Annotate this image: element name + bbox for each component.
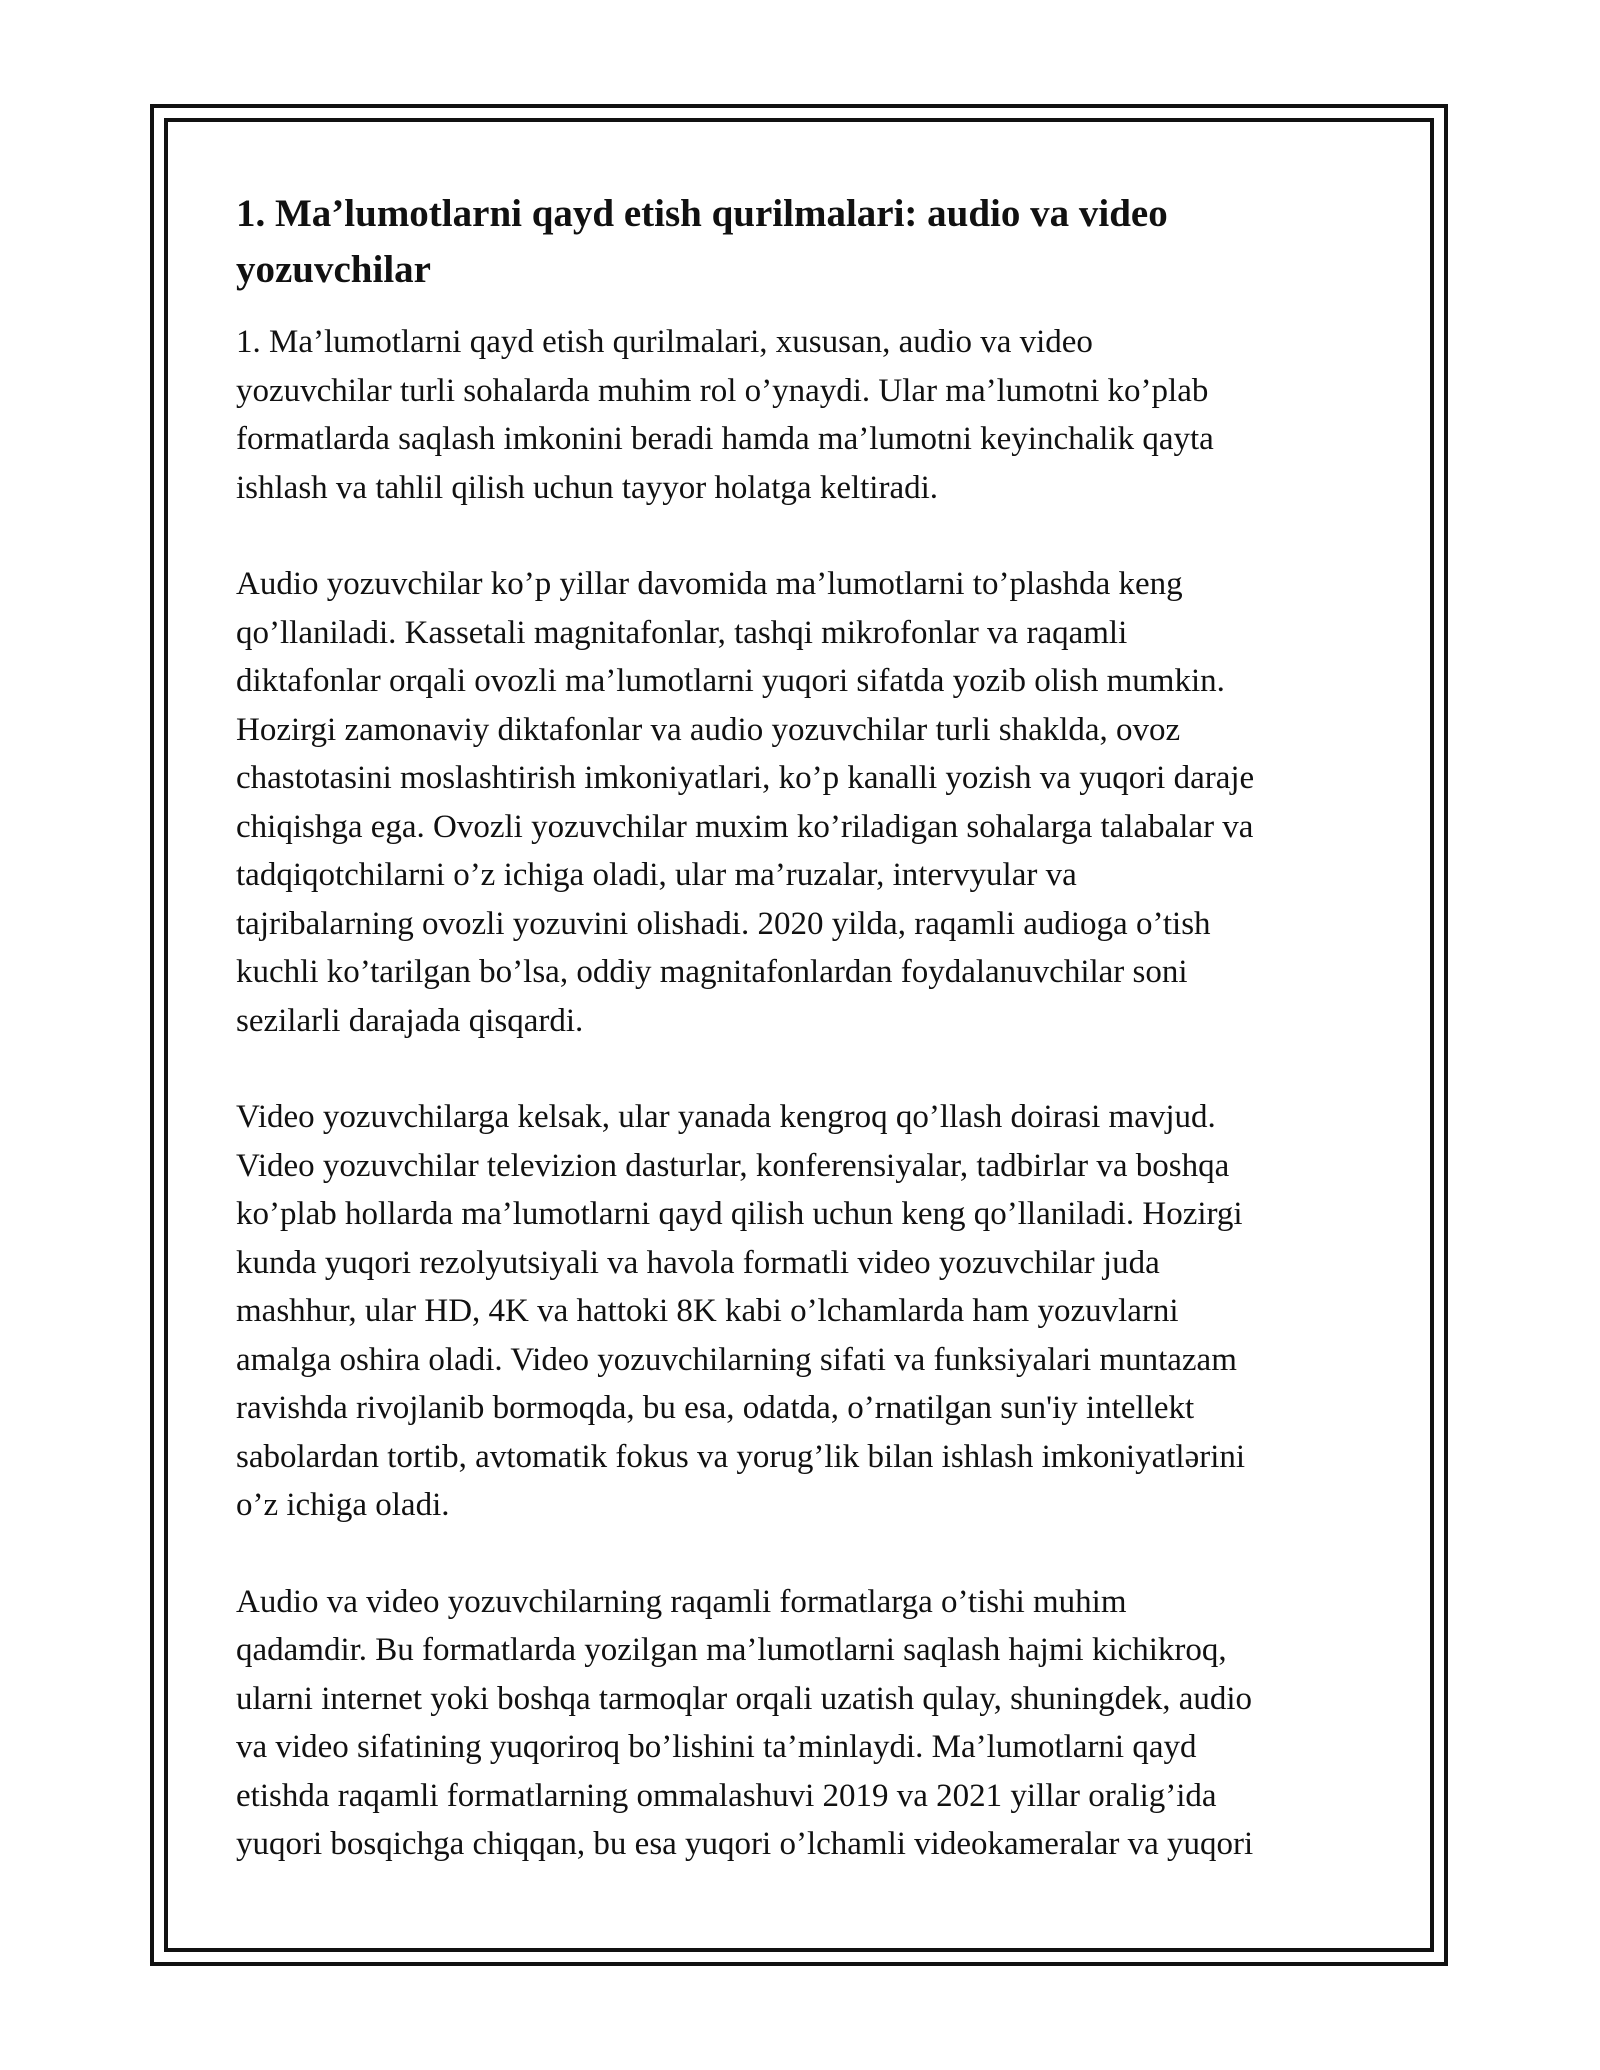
paragraph-digital	[236, 1578, 1376, 1869]
text-line: formatlarda saqlash imkonini beradi hamda ma’lumotni keyinchalik qayta	[236, 421, 1214, 457]
page-title	[236, 186, 1376, 298]
text-line: ularni internet yoki boshqa tarmoqlar orqali uzatish qulay, shuningdek, audio	[236, 1680, 1253, 1717]
text-line: Video yozuvchilar televizion dasturlar, konferensiyalar, tadbirlar va boshqa	[236, 1147, 1230, 1184]
text-line: Audio yozuvchilar ko’p yillar davomida ma’lumotlarni to’plashda keng	[236, 566, 1183, 602]
text-line: yuqori bosqichga chiqqan, bu esa yuqori o’lchamli videokameralar va yuqori	[236, 1826, 1254, 1862]
text-line: ko’plab hollarda ma’lumotlarni qayd qilish uchun keng qo’llaniladi. Hozirgi	[236, 1196, 1243, 1232]
text-line: qo’llaniladi. Kassetali magnitafonlar, tashqi mikrofonlar va raqamli	[236, 614, 1128, 651]
text-line: va video sifatining yuqoriroq bo’lishini ta’minlaydi. Ma’lumotlarni qayd	[236, 1729, 1197, 1765]
text-line: kunda yuqori rezolyutsiyali va havola formatli video yozuvchilar juda	[236, 1244, 1160, 1281]
paragraph-intro	[236, 318, 1376, 512]
text-line: o’z ichiga oladi.	[236, 1487, 450, 1523]
text-line: chiqishga ega. Ovozli yozuvchilar muxim ko’riladigan sohalarga talabalar va	[236, 808, 1254, 845]
text-line: ishlash va tahlil qilish uchun tayyor holatga keltiradi.	[236, 469, 939, 506]
text-line: kuchli ko’tarilgan bo’lsa, oddiy magnitafonlardan foydalanuvchilar soni	[236, 954, 1188, 990]
text-line: Audio va video yozuvchilarning raqamli formatlarga o’tishi muhim	[236, 1583, 1127, 1620]
text-line: sabolardan tortib, avtomatik fokus va yorug’lik bilan ishlash imkoniyatlərini	[236, 1438, 1246, 1475]
text-line: diktafonlar orqali ovozli ma’lumotlarni yuqori sifatda yozib olish mumkin.	[236, 663, 1225, 699]
text-line: Video yozuvchilarga kelsak, ular yanada kengroq qo’llash doirasi mavjud.	[236, 1099, 1216, 1135]
text-line: sezilarli darajada qisqardi.	[236, 1002, 584, 1039]
text-line: 1. Ma’lumotlarni qayd etish qurilmalari, xususan, audio va video	[236, 324, 1093, 360]
text-line: tajribalarning ovozli yozuvini olishadi. 2020 yilda, raqamli audioga o’tish	[236, 905, 1211, 942]
text-line: tadqiqotchilarni o’z ichiga oladi, ular ma’ruzalar, intervyular va	[236, 857, 1077, 893]
text-line: yozuvchilar turli sohalarda muhim rol o’ynaydi. Ular ma’lumotni ko’plab	[236, 372, 1209, 409]
text-line: qadamdir. Bu formatlarda yozilgan ma’lumotlarni saqlash hajmi kichikroq,	[236, 1632, 1227, 1668]
text-line: chastotasini moslashtirish imkoniyatlari, ko’p kanalli yozish va yuqori daraje	[236, 760, 1255, 796]
document-body	[236, 186, 1376, 1917]
title-line: yozuvchilar	[236, 248, 431, 291]
text-line: amalga oshira oladi. Video yozuvchilarning sifati va funksiyalari muntazam	[236, 1341, 1237, 1378]
text-line: Hozirgi zamonaviy diktafonlar va audio yozuvchilar turli shaklda, ovoz	[236, 711, 1181, 748]
paragraph-audio	[236, 560, 1376, 1045]
text-line: mashhur, ular HD, 4K va hattoki 8K kabi o’lchamlarda ham yozuvlarni	[236, 1293, 1179, 1329]
title-line: 1. Ma’lumotlarni qayd etish qurilmalari: audio va video	[236, 192, 1168, 235]
text-line: ravishda rivojlanib bormoqda, bu esa, odatda, o’rnatilgan sun'iy intellekt	[236, 1390, 1195, 1426]
text-line: etishda raqamli formatlarning ommalashuvi 2019 va 2021 yillar oralig’ida	[236, 1777, 1217, 1814]
paragraph-video	[236, 1093, 1376, 1530]
